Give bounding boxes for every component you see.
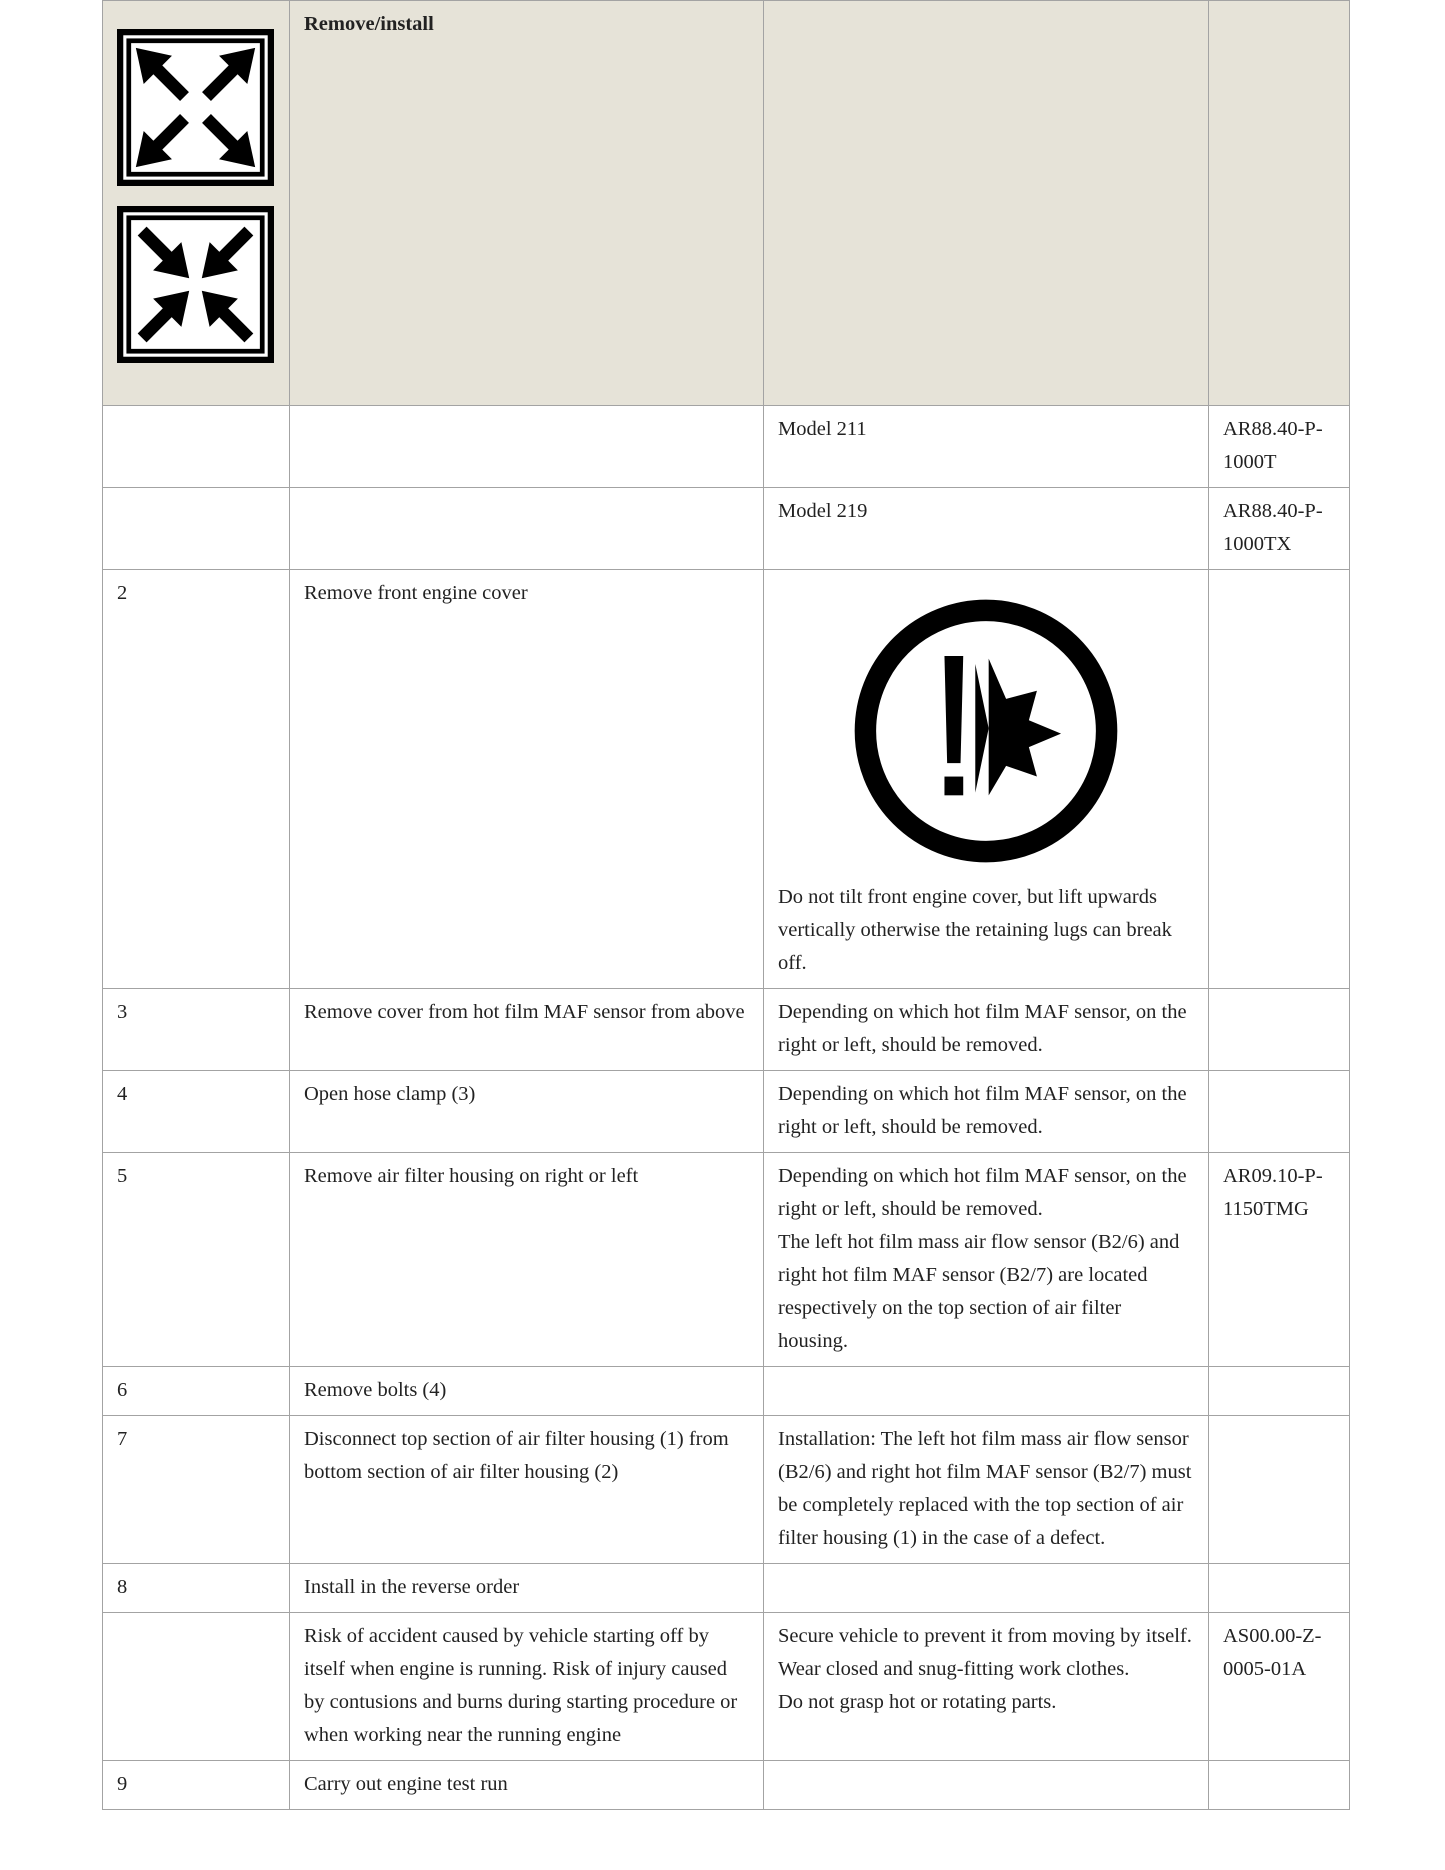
table-row [103,570,1350,989]
step-cell [103,406,290,488]
note-text: Secure vehicle to prevent it from moving by itself. [778,1625,1192,1647]
note-cell: Depending on which hot film MAF sensor, on the right or left, should be removed. [764,989,1209,1071]
note-cell [764,1153,1209,1367]
action-cell: Remove bolts (4) [290,1367,764,1416]
table-row [103,1761,1350,1810]
ref-cell [1209,1564,1350,1613]
remove-arrows-icon [117,29,274,186]
note-cell [764,1613,1209,1761]
table-row [103,1071,1350,1153]
action-cell: Install in the reverse order [290,1564,764,1613]
note-cell [764,570,1209,989]
note-cell [764,1564,1209,1613]
header-title-cell [290,1,764,406]
ref-cell [1209,1367,1350,1416]
ref-cell[interactable]: AR09.10-P-1150TMG [1209,1153,1350,1367]
table-row [103,1416,1350,1564]
action-cell: Remove cover from hot film MAF sensor from above [290,989,764,1071]
table-row [103,1564,1350,1613]
step-cell: 7 [103,1416,290,1564]
note-cell [764,1761,1209,1810]
note-text: Do not tilt front engine cover, but lift upwards vertically otherwise the retaining lugs can break off. [778,886,1172,974]
table-row [103,1613,1350,1761]
step-cell: 4 [103,1071,290,1153]
table-row [103,406,1350,488]
ref-cell [1209,1416,1350,1564]
note-text: The left hot film mass air flow sensor (B2/6) and right hot film MAF sensor (B2/7) are located respectively on the top section of air filter housing. [778,1231,1180,1352]
step-cell: 3 [103,989,290,1071]
action-cell: Risk of accident caused by vehicle starting off by itself when engine is running. Risk of injury caused by contusions and burns during starting procedure or when working near the running engine [290,1613,764,1761]
action-cell: Disconnect top section of air filter housing (1) from bottom section of air filter housing (2) [290,1416,764,1564]
note-cell: Depending on which hot film MAF sensor, on the right or left, should be removed. [764,1071,1209,1153]
header-row [103,1,1350,406]
action-cell: Carry out engine test run [290,1761,764,1810]
action-cell: Open hose clamp (3) [290,1071,764,1153]
step-cell: 9 [103,1761,290,1810]
ref-cell [1209,570,1350,989]
action-cell [290,488,764,570]
note-text: Do not grasp hot or rotating parts. [778,1691,1057,1713]
table-row [103,1367,1350,1416]
ref-cell [1209,1761,1350,1810]
note-cell: Installation: The left hot film mass air flow sensor (B2/6) and right hot film MAF sensor (B2/7) must be completely replaced with the top section of air filter housing (1) in the case of a defect. [764,1416,1209,1564]
action-cell: Remove air filter housing on right or left [290,1153,764,1367]
step-cell: 8 [103,1564,290,1613]
step-cell: 2 [103,570,290,989]
ref-cell[interactable]: AS00.00-Z-0005-01A [1209,1613,1350,1761]
note-text: Wear closed and snug-fitting work clothes. [778,1658,1130,1680]
header-empty-cell [764,1,1209,406]
install-arrows-icon [117,206,274,363]
action-cell: Remove front engine cover [290,570,764,989]
step-cell: 5 [103,1153,290,1367]
ref-cell[interactable]: AR88.40-P-1000T [1209,406,1350,488]
note-cell: Model 211 [764,406,1209,488]
header-icon-cell [103,1,290,406]
note-cell [764,1367,1209,1416]
step-cell: 6 [103,1367,290,1416]
table-row [103,989,1350,1071]
note-text: Depending on which hot film MAF sensor, on the right or left, should be removed. [778,1165,1187,1220]
page-title: Remove/install [304,13,434,35]
table-row [103,488,1350,570]
procedure-table [102,0,1350,1810]
ref-cell [1209,989,1350,1071]
ref-cell[interactable]: AR88.40-P-1000TX [1209,488,1350,570]
caution-exclamation-star-icon [852,597,1120,865]
ref-cell [1209,1071,1350,1153]
header-empty-cell [1209,1,1350,406]
step-cell [103,488,290,570]
table-row [103,1153,1350,1367]
action-cell [290,406,764,488]
step-cell [103,1613,290,1761]
note-cell: Model 219 [764,488,1209,570]
